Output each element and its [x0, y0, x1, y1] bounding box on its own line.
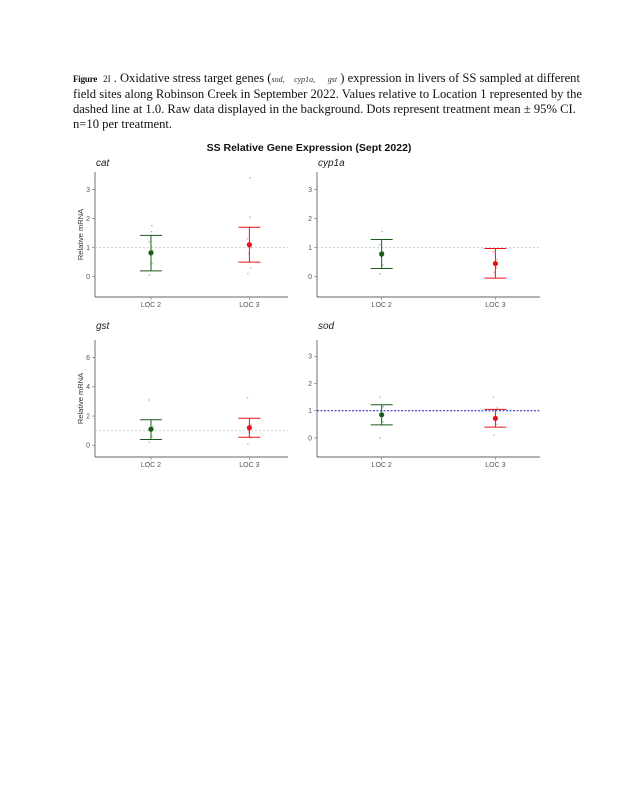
caption-gene-2: cyp1a,	[294, 75, 316, 84]
panel-gst-loc3-raw-point	[247, 397, 249, 399]
panel-sod-loc3-raw-point	[496, 407, 498, 409]
panel-sod-ytick-label: 0	[308, 435, 312, 443]
figure-number: 2I	[103, 74, 111, 84]
panel-cyp1a-ytick-label: 1	[308, 244, 312, 252]
panel-cat-loc2-raw-point	[151, 225, 153, 227]
panel-sod-xtick-label: LOC 3	[485, 462, 506, 469]
panel-cat-ytick-label: 3	[86, 186, 90, 194]
panel-cyp1a-title: cyp1a	[318, 158, 345, 169]
chart-title: SS Relative Gene Expression (Sept 2022)	[206, 142, 412, 154]
panel-cat-loc2-raw-point	[149, 274, 151, 276]
panel-sod-loc2-mean-point	[379, 412, 384, 417]
panel-gst-loc2-mean-point	[148, 427, 153, 432]
panel-gst-loc2-raw-point	[148, 399, 150, 401]
panel-cat-loc3-raw-point	[250, 177, 252, 179]
panel-cyp1a-xtick-label: LOC 3	[485, 302, 506, 309]
panel-sod-loc3-mean-point	[493, 416, 498, 421]
panel-cyp1a-loc3-raw-point	[493, 271, 495, 273]
panel-cyp1a-loc2-raw-point	[379, 273, 381, 275]
panel-gst-ytick-label: 4	[86, 384, 90, 392]
panel-cat-loc3-raw-point	[249, 216, 251, 218]
caption-gene-1: sod,	[271, 75, 285, 84]
panel-gst-title: gst	[96, 321, 110, 332]
panel-cyp1a-loc3-raw-point	[493, 251, 495, 253]
panel-cyp1a-ytick-label: 0	[308, 274, 312, 282]
panel-sod-loc3-raw-point	[493, 434, 495, 436]
panel-gst-ytick-label: 0	[86, 442, 90, 450]
panel-gst-xtick-label: LOC 2	[140, 462, 162, 469]
panel-cat-ytick-label: 1	[86, 244, 90, 252]
panel-cyp1a-loc3-mean-point	[493, 261, 498, 266]
panel-sod-loc3-raw-point	[496, 423, 498, 425]
panel-cat-loc2-raw-point	[148, 241, 150, 243]
panel-cyp1a-loc2-raw-point	[381, 231, 383, 233]
panel-cat-title: cat	[96, 158, 110, 169]
panel-sod-loc2-raw-point	[383, 406, 385, 408]
panel-cat-ytick-label: 2	[86, 215, 90, 223]
panel-gst-loc3-mean-point	[247, 425, 252, 430]
panel-gst-loc3-raw-point	[247, 443, 249, 445]
panel-sod-ytick-label: 2	[308, 380, 312, 388]
panel-cat-loc2-raw-point	[151, 231, 153, 233]
panel-cat-loc3-raw-point	[247, 273, 249, 275]
panel-gst-loc2-raw-point	[149, 441, 151, 443]
panel-sod-loc2-raw-point	[382, 421, 384, 423]
panel-sod-ytick-label: 1	[308, 408, 312, 416]
panel-cat-loc2-mean-point	[148, 250, 153, 255]
caption-start: . Oxidative stress target genes (	[113, 71, 272, 85]
panel-cyp1a-loc2-raw-point	[382, 264, 384, 266]
panel-sod-ytick-label: 3	[308, 353, 312, 361]
caption-gene-3: gst	[327, 75, 338, 84]
panel-cyp1a-xtick-label: LOC 2	[371, 302, 392, 309]
caption-body: ) expression in livers of SS sampled at different field sites along Robinson Creek in September 2022. Values relative to Location 1 represented by the dashed line at 1.0. Raw data displayed in the background. Dots represent treatment mean ± 95% CI. n=10 per treatment.	[73, 71, 582, 131]
panel-sod-xtick-label: LOC 2	[371, 462, 392, 469]
panel-cat-xtick-label: LOC 3	[239, 302, 260, 309]
panel-cyp1a-loc3-raw-point	[496, 267, 498, 269]
panel-gst-loc2-raw-point	[151, 436, 153, 438]
panel-gst-xtick-label: LOC 3	[239, 462, 260, 469]
panel-cat-loc3-raw-point	[247, 238, 249, 240]
panel-cat-loc3-raw-point	[250, 267, 252, 269]
panel-sod-loc2-raw-point	[379, 396, 381, 398]
panel-sod-loc2-raw-point	[379, 437, 381, 439]
panel-sod-title: sod	[318, 321, 335, 332]
panel-cyp1a-loc2-raw-point	[379, 244, 381, 246]
panel-cat-ytick-label: 0	[86, 274, 90, 282]
panel-cyp1a-ytick-label: 2	[308, 215, 312, 223]
figure-label: Figure	[73, 74, 98, 84]
panel-gst-ytick-label: 2	[86, 413, 90, 421]
panel-cyp1a-loc2-mean-point	[379, 251, 384, 256]
panel-cat-loc3-mean-point	[247, 242, 252, 247]
panel-cyp1a-ytick-label: 3	[308, 186, 312, 194]
panel-gst-ytick-label: 6	[86, 354, 90, 362]
panel-cat-loc2-raw-point	[151, 263, 153, 265]
panel-cyp1a-loc3-raw-point	[496, 258, 498, 260]
panel-sod-loc3-raw-point	[493, 396, 495, 398]
panel-cat-xtick-label: LOC 2	[140, 302, 162, 309]
panel-cat-y-axis-label: Relative mRNA	[76, 208, 85, 261]
panel-gst-y-axis-label: Relative mRNA	[76, 372, 85, 425]
